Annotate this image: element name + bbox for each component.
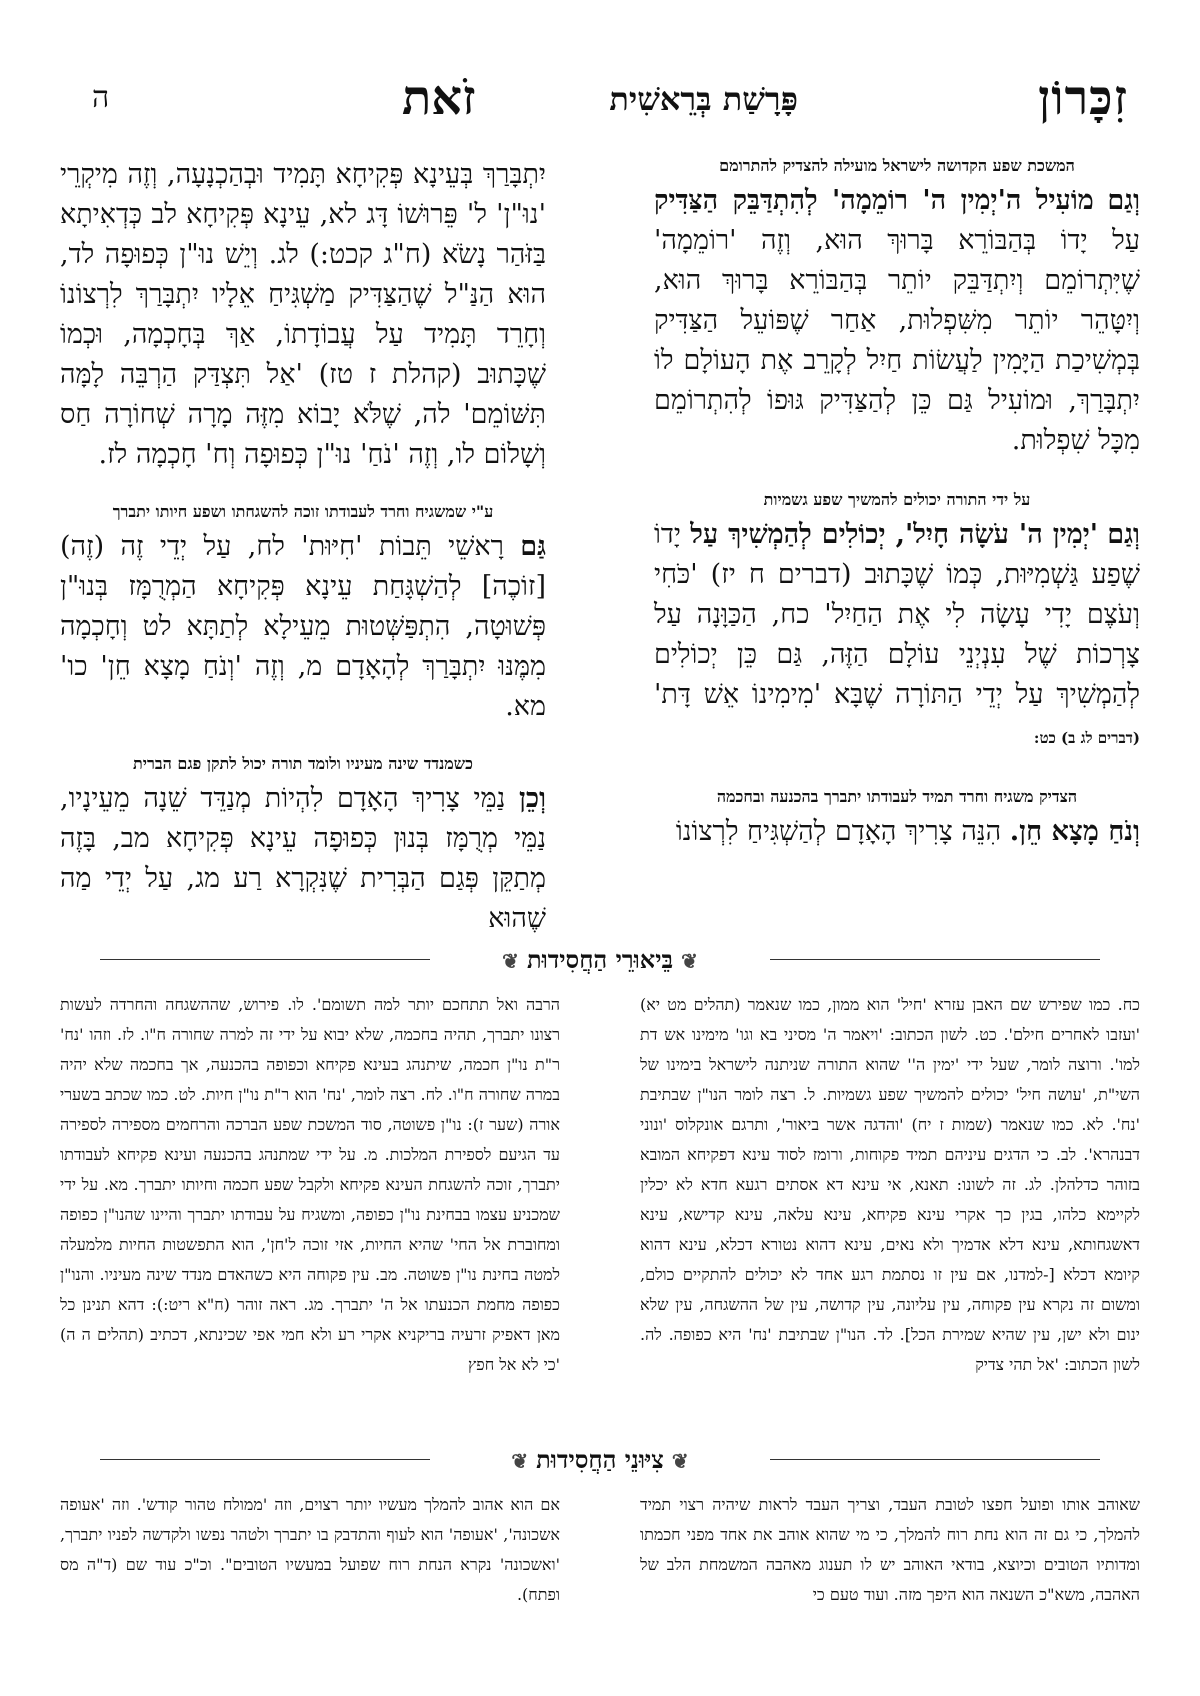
ornament-icon: ❦ bbox=[681, 949, 698, 973]
section-body bbox=[654, 812, 1140, 852]
book-title-right: זִכָּרוֹן bbox=[1038, 70, 1128, 126]
book-title-left: זֹאת bbox=[402, 70, 476, 126]
ornament-icon: ❦ bbox=[671, 1449, 689, 1473]
quote-text: 'יְמִין ה' עֹשָׂה חָיִל', יְכוֹלִים לְהַמְשִׁיךְ עַל bbox=[690, 519, 1099, 550]
section-subhead: על ידי התורה יכולים להמשיך שפע גשמיות bbox=[763, 490, 1031, 509]
ornament-icon: ❦ bbox=[511, 1449, 529, 1473]
parsha-title: פָּרָשַׁת בְּרֵאשִׁית bbox=[609, 80, 798, 118]
section-subhead: כשמנדד שינה מעיניו ולומד תורה יכול לתקן פגם הברית bbox=[133, 754, 473, 773]
page-number: ה bbox=[92, 80, 110, 115]
references-column-right: שאוהב אותו ופועל חפצו לטובת העבד, וצריך העבד לראות שיהיה רצוי תמיד להמלך, כי גם זה הוא נחת רוח להמלך, כי מי שהוא אוהב את אחד מפני חכמתו ומדותיו הטובים וכיוצא, בודאי האוהב יש לו תענוג מאהבה המשמחת הלב של האהבה, משא"כ השנאה הוא היפך מזה. ועוד טעם כי bbox=[640, 1495, 1140, 1604]
section bbox=[60, 753, 546, 939]
lead-word: גַּם bbox=[520, 531, 546, 562]
main-column-left bbox=[60, 155, 546, 957]
lead-word: וְגַם bbox=[1107, 185, 1140, 216]
notes-column-right: כח. כמו שפירש שם האבן עזרא 'חיל' הוא ממון, כמו שנאמר (תהלים מט יא) 'ועזבו לאחרים חילם'. כט. לשון הכתוב: 'ויאמר ה' מסיני בא וגו' מימינו אש דת למו'. ורוצה לומר, שעל ידי 'ימין ה'' שהוא התורה שניתנה לישראל בימינו של השי"ת, 'עושה חיל' יכולים להמשיך שפע גשמיות. ל. רצה לומר הנו"ן שבתיבת 'נח'. לא. כמו שנאמר (שמות ז יח) 'והדגה אשר ביאור', ותרגם אונקלוס 'ונוני דבנהרא'. לב. כי הדגים עיניהם תמיד פקוחות, ורומז לסוד עינא דפקיחא המובא בזוהר כדלהלן. לג. זה לשונו: תאנא, אי עינא דא אסתים רגעא חדא לא יכלין לקיימא כלהו, בגין כך אקרי עינא פקיחא, עינא עלאה, עינא קדישא, עינא דאשגחותא, עינא דלא אדמיך ולא נאים, עינא דהוא נטורא דכלא, עינא דהוא קיומא דכלא [-למדנו, אם עין זו נסתמת רגע אחד לא יכולים להתקיים כולם, ומשום זה נקרא עין פקוחה, עין עליונה, עין קדושה, עין של ההשגחה, עין שלא ינום ולא ישן, עין שהיא שמירת הכל]. לד. הנו"ן שבתיבת 'נח' היא כפופה. לה. לשון הכתוב: 'אל תהי צדיק bbox=[640, 995, 1140, 1374]
divider-title: צִיּוּנֵי הַחֲסִידוּת bbox=[536, 1445, 664, 1474]
body-text: רָאשֵׁי תֵּבוֹת 'חִיּוּת' לח, עַל יְדֵי זֶה (זֶה) [זוֹכֶה] לְהַשְׁגָּחַת עֵינָא פְּקִיחָא הַמְרֻמָּז בְּנוּ"ן פְּשׁוּטָה, הִתְפַּשְּׁטוּת מֵעֵילָא לְתַתָּא לט וְחָכְמָה מִמֶּנּוּ יִתְבָּרַךְ לְהָאָדָם מ, וְזֶה 'וְנֹחַ מָצָא חֵן' כו' מא. bbox=[60, 531, 546, 722]
body-text: הִנֵּה צָרִיךְ הָאָדָם לְהַשְׁגִּיחַ לִרְצוֹנוֹ bbox=[675, 816, 1002, 847]
source-ref: (דברים לג ב) כט: bbox=[1033, 729, 1140, 747]
main-column-right bbox=[654, 155, 1140, 870]
section-body bbox=[60, 779, 546, 939]
section-body: יִתְבָּרַךְ בְּעֵינָא פְּקִיחָא תָּמִיד וּבְהַכְנָעָה, וְזֶה מִיקְרֵי 'נוּ"ן' ל' פֵּרוּשׁוֹ דָּג לא, עֵינָא פְּקִיחָא לב כְּדְאִיתָא בַּזֹּהַר נָשֹׂא (ח"ג קכט:) לג. וְיֵשׁ נוּ"ן כְּפוּפָה לד, הוּא הַנַּ"ל שֶׁהַצַּדִּיק מַשְׁגִּיחַ אֵלָיו יִתְבָּרַךְ לִרְצוֹנוֹ וְחָרֵד תָּמִיד עַל עֲבוֹדָתוֹ, אַךְ בְּחָכְמָה, וּכְמוֹ שֶׁכָּתוּב (קהלת ז טז) 'אַל תִּצְדַּק הַרְבֵּה לָמָּה תִּשּׁוֹמֵם' לה, שֶׁלֹּא יָבוֹא מִזֶּה מָרָה שְׁחוֹרָה חַס וְשָׁלוֹם לו, וְזֶה 'נֹחַ' נוּ"ן כְּפוּפָה וְח' חָכְמָה לז. bbox=[60, 159, 546, 470]
section-body bbox=[60, 527, 546, 727]
section-subhead: ע"י שמשגיח וחרד לעבודתו זוכה להשגחתו ושפע חיותו יתברך bbox=[112, 502, 494, 521]
section-subhead: המשכת שפע הקדושה לישראל מועילה להצדיק להתרומם bbox=[719, 156, 1075, 175]
lead-word: וְנֹחַ מָצָא חֵן. bbox=[1009, 816, 1140, 847]
section-subhead: הצדיק משגיח וחרד תמיד לעבודתו יתברך בהכנעה ובחכמה bbox=[716, 787, 1078, 806]
divider-title-wrap bbox=[100, 1445, 1100, 1476]
body-text: יָדוֹ שֶׁפַע גַּשְׁמִיּוּת, כְּמוֹ שֶׁכָּתוּב (דברים ח יז) 'כֹּחִי וְעֹצֶם יָדִי עָשָׂה לִי אֶת הַחַיִל' כח, הַכַּוָּנָה עַל צָרְכוֹת שֶׁל עִנְיְנֵי עוֹלָם הַזֶּה, גַּם כֵּן יְכוֹלִים לְהַמְשִׁיךְ עַל יְדֵי הַתּוֹרָה שֶׁבָּא 'מִימִינוֹ אֵשׁ דָּת' bbox=[654, 519, 1140, 710]
quote-text: מוֹעִיל ה'יְמִין ה' רוֹמֵמָה' לְהִתְדַּבֵּק הַצַּדִּיק bbox=[654, 185, 1094, 216]
notes-divider bbox=[100, 945, 1100, 975]
ornament-icon: ❦ bbox=[502, 949, 519, 973]
section-body bbox=[654, 181, 1140, 461]
divider-title-wrap bbox=[100, 945, 1100, 976]
section bbox=[60, 155, 546, 475]
divider-title: בֵּיאוּרֵי הַחֲסִידוּת bbox=[526, 945, 674, 974]
notes-column-left: הרבה ואל תתחכם יותר למה תשומם'. לו. פירוש, שההשגחה והחרדה לעשות רצונו יתברך, תהיה בחכמה, שלא יבוא על ידי זה למרה שחורה ח"ו. לז. וזהו 'נח' ר"ת נו"ן חכמה, שיתנהג בעינא פקיחא וכפופה בהכנעה, אך בחכמה שלא יהיה במרה שחורה ח"ו. לח. רצה לומר, 'נח' הוא ר"ת נו"ן חיות. לט. כמו שכתב בשערי אורה (שער ז): נו"ן פשוטה, סוד המשכת שפע הברכה והרחמים מספירה לספירה עד הגיעם לספירת המלכות. מ. על ידי שמתנהג בהכנעה ועינא פקיחא לעבודתו יתברך, זוכה להשגחת העינא פקיחא ולקבל שפע חכמה וחיותו יתברך. מא. על ידי שמכניע עצמו בבחינת נו"ן כפופה, ומשגיח על עבודתו יתברך והיינו שהנו"ן כפופה ומחוברת אל החי' שהיא החיות, אזי זוכה ל'חן', הוא התפשטות החיות מלמעלה למטה בחינת נו"ן פשוטה. מב. עין פקוחה היא כשהאדם מנדד שינה מעיניו. והנו"ן כפופה מחמת הכנעתו אל ה' יתברך. מג. ראה זוהר (ח"א ריט:): דהא תנינן כל מאן דאפיק זרעיה בריקניא אקרי רע ולא חמי אפי שכינתא, דכתיב (תהלים ה ה) 'כי לא אל חפץ bbox=[60, 995, 560, 1374]
lead-word: וְכֵן bbox=[519, 783, 546, 814]
references-column-left: אם הוא אהוב להמלך מעשיו יותר רצוים, וזה 'ממולח טהור קודש'. וזה 'אעופה אשכונה', 'אעופה' הוא לעוף והתדבק בו יתברך ולטהר נפשו ולקדשה לפניו יתברך, 'ואשכונה' נקרא הנחת רוח שפועל במעשיו הטובים". וכ"כ עוד שם (ד"ה מס ופתח). bbox=[60, 1495, 560, 1604]
section bbox=[654, 489, 1140, 758]
section-body bbox=[654, 515, 1140, 758]
section bbox=[654, 155, 1140, 461]
section bbox=[654, 786, 1140, 852]
body-text: נַמֵּי צָרִיךְ הָאָדָם לִהְיוֹת מְנַדֵּד שֵׁנָה מֵעֵינָיו, נַמֵּי מְרֻמָּז בְּנוּן כְּפוּפָה עֵינָא פְּקִיחָא מב, בָּזֶה מְתַקֵּן פְּגַם הַבְּרִית שֶׁנִּקְרָא רַע מג, עַל יְדֵי מַה שֶׁהוּא bbox=[60, 783, 546, 934]
body-text: עַל יָדוֹ בְּהַבּוֹרֵא בָּרוּךְ הוּא, וְזֶה 'רוֹמֵמָה' שֶׁיִּתְרוֹמֵם וְיִתְדַּבֵּק יוֹתֵר בְּהַבּוֹרֵא בָּרוּךְ הוּא, וְיִטָּהֵר יוֹתֵר מִשִּׁפְלוּת, אַחַר שֶׁפּוֹעֵל הַצַּדִּיק בְּמְשִׁיכַת הַיָּמִין לַעֲשׂוֹת חַיִל לְקָרֵב אֶת הָעוֹלָם לוֹ יִתְבָּרַךְ, וּמוֹעִיל גַּם כֵּן לְהַצַּדִּיק גּוּפוֹ לְהִתְרוֹמֵם מִכָּל שִׁפְלוּת. bbox=[654, 225, 1140, 456]
section bbox=[60, 501, 546, 727]
page-header bbox=[72, 70, 1128, 130]
lead-word: וְגַם bbox=[1107, 519, 1140, 550]
references-divider bbox=[100, 1445, 1100, 1475]
